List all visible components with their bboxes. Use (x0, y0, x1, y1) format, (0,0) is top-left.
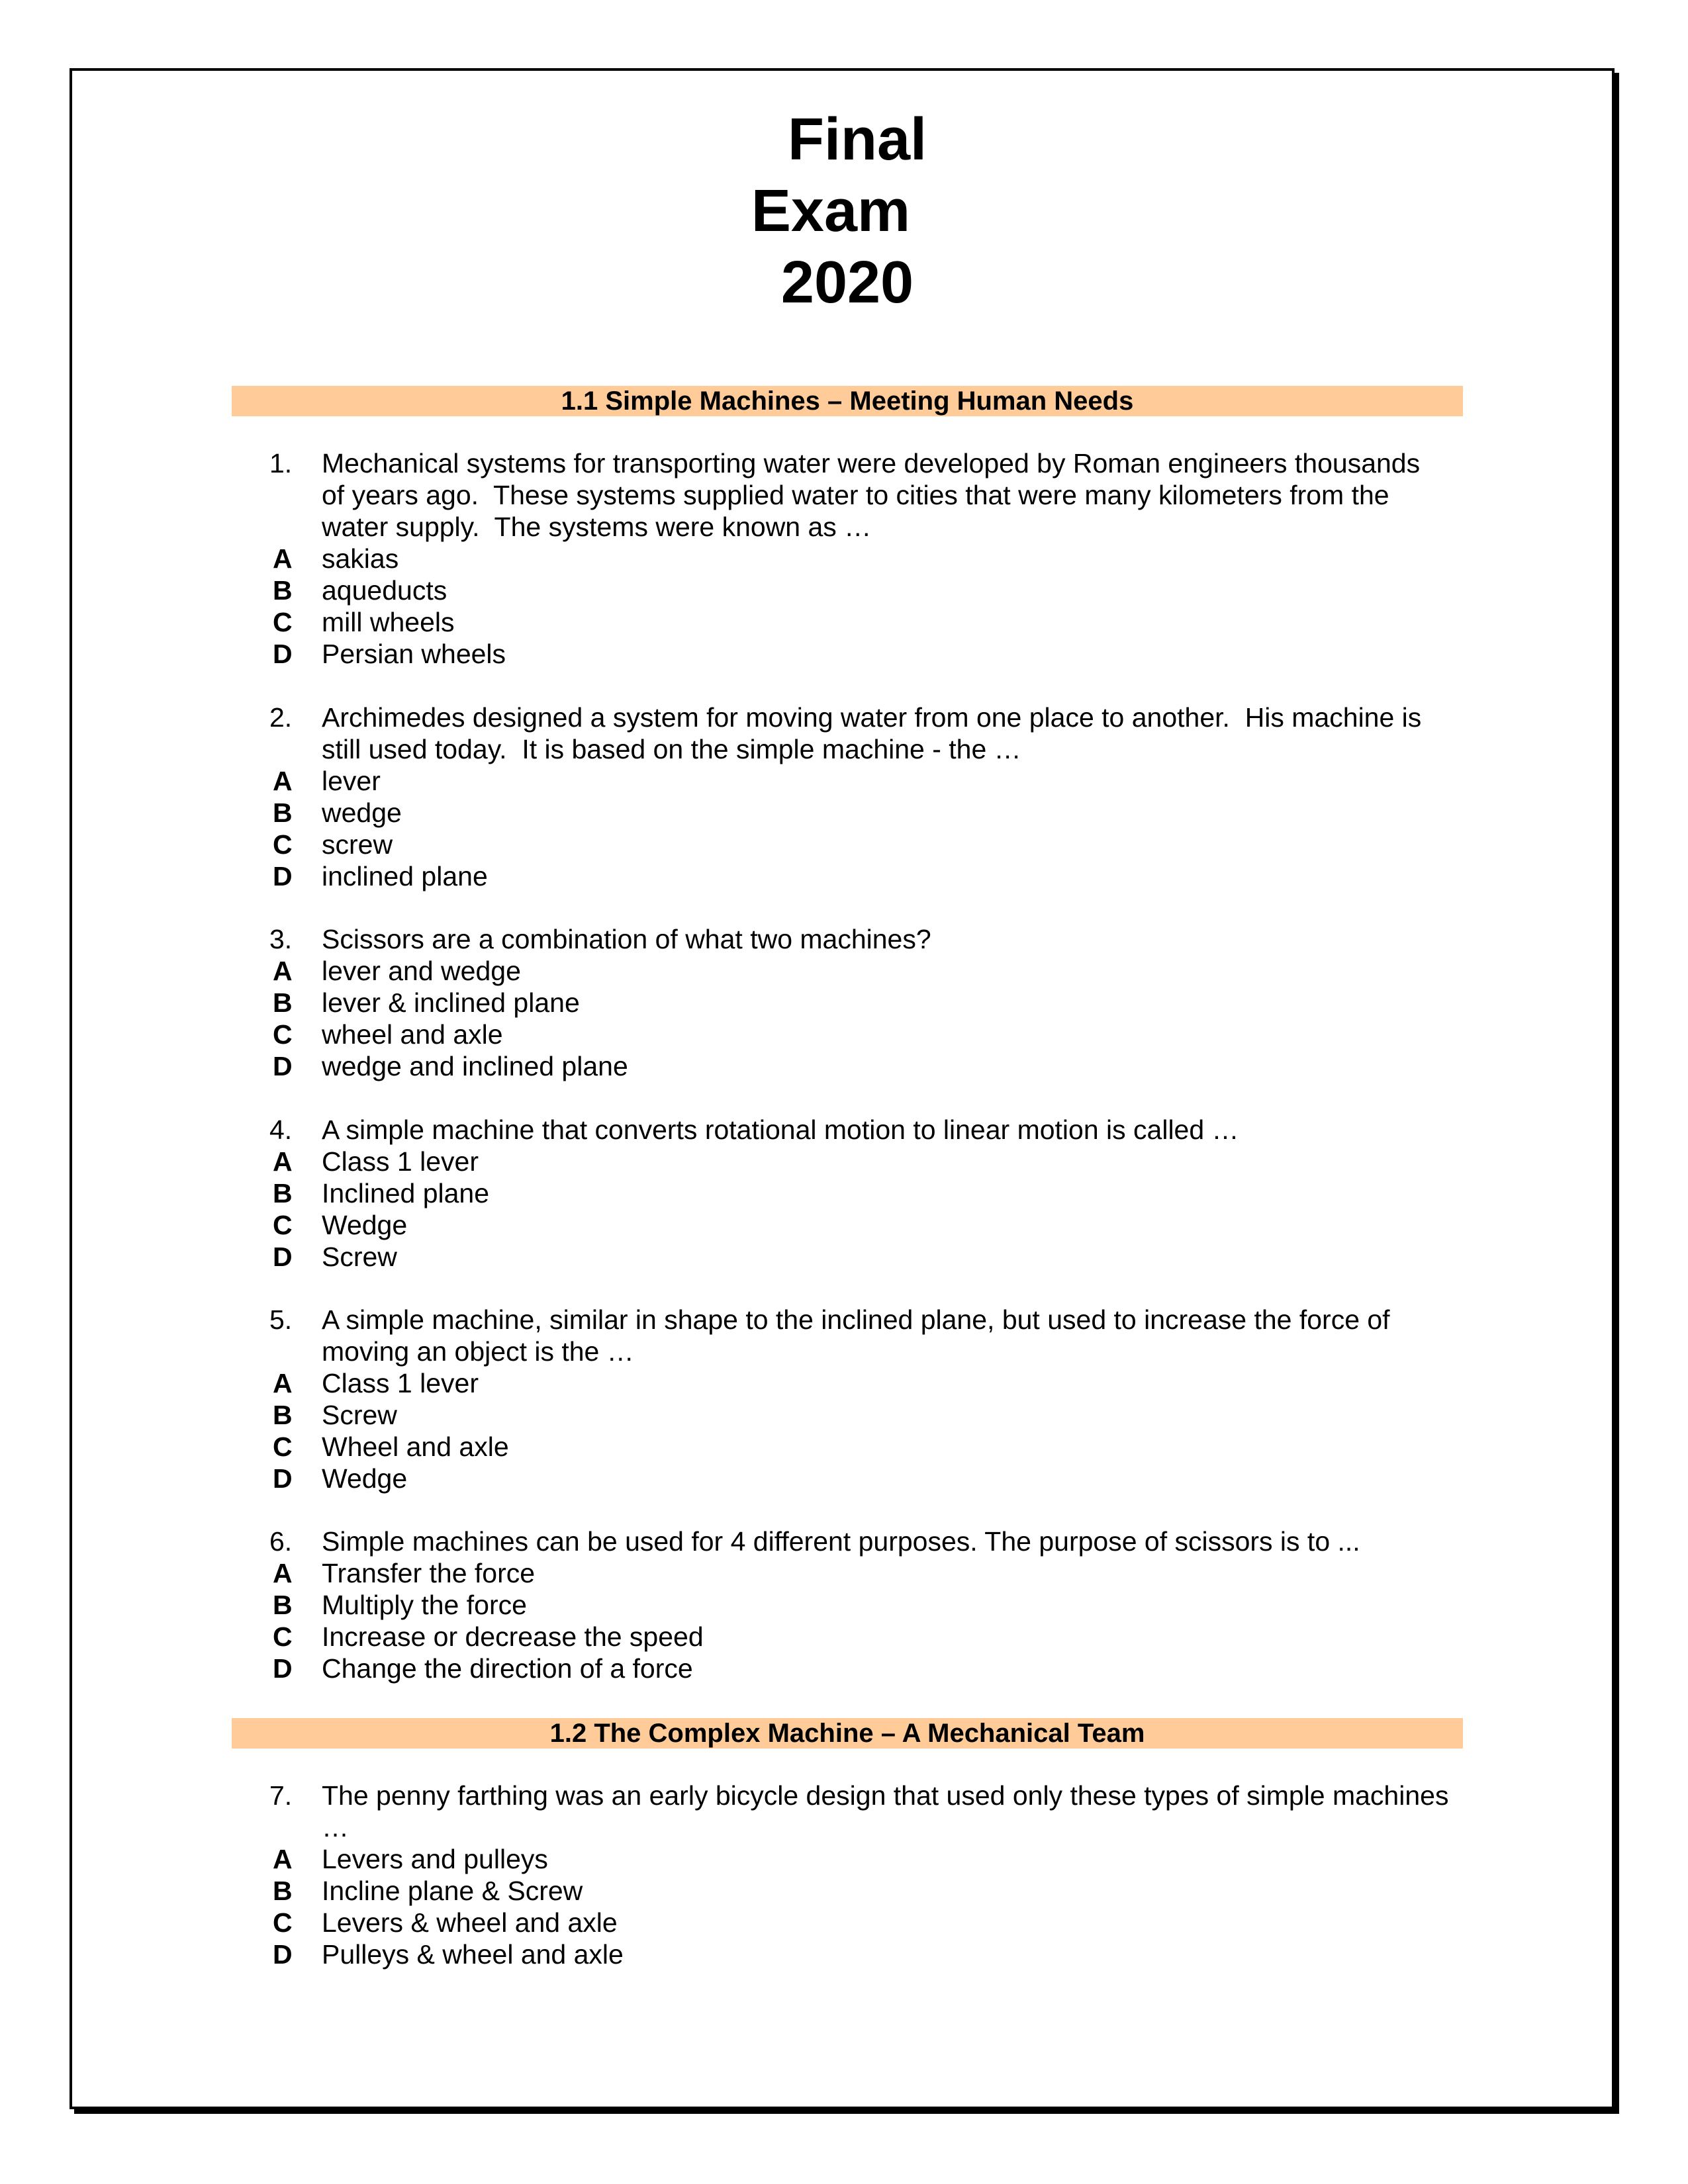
option-b[interactable] (258, 1399, 1450, 1431)
question-number: 5. (269, 1304, 293, 1335)
question-text: Archimedes designed a system for moving water from one place to another. His machine is still used today. It is based on the simple machine - the … (322, 702, 1422, 764)
option-letter: C (273, 829, 293, 860)
option-text: Screw (322, 1242, 397, 1272)
section-heading-1-1: 1.1 Simple Machines – Meeting Human Needs (232, 386, 1463, 416)
question-text: A simple machine, similar in shape to the inclined plane, but used to increase the force of moving an object is the … (322, 1304, 1390, 1367)
option-b[interactable] (258, 987, 1450, 1019)
option-letter: A (273, 1368, 293, 1398)
option-letter: D (273, 861, 293, 891)
option-letter: D (273, 639, 293, 669)
option-d[interactable] (258, 1241, 1450, 1273)
option-a[interactable] (258, 1367, 1450, 1399)
option-text: Class 1 lever (322, 1368, 479, 1398)
option-letter: D (273, 1242, 293, 1272)
option-c[interactable] (258, 829, 1450, 860)
option-text: screw (322, 829, 393, 860)
option-text: wheel and axle (322, 1019, 503, 1050)
option-text: Wedge (322, 1463, 408, 1494)
option-text: Persian wheels (322, 639, 506, 669)
option-text: mill wheels (322, 607, 455, 637)
option-letter: D (273, 1653, 293, 1684)
title-line-2: Exam (751, 178, 911, 244)
question-number: 4. (269, 1115, 293, 1145)
option-text: Class 1 lever (322, 1146, 479, 1177)
option-letter: B (273, 1400, 293, 1430)
option-text: inclined plane (322, 861, 488, 891)
option-letter: A (273, 1558, 293, 1588)
question-text: Mechanical systems for transporting water were developed by Roman engineers thousands of years ago. These systems supplied water to cities that were many kilometers from the water supply. The systems were known as … (322, 448, 1421, 542)
option-letter: A (273, 1146, 293, 1177)
option-text: wedge (322, 797, 402, 828)
question-5 (258, 1304, 1450, 1494)
option-letter: C (273, 1432, 293, 1462)
option-text: Levers & wheel and axle (322, 1907, 618, 1938)
option-d[interactable] (258, 1938, 1450, 1970)
option-c[interactable] (258, 1209, 1450, 1241)
option-text: Pulleys & wheel and axle (322, 1939, 624, 1970)
option-text: lever (322, 766, 381, 796)
option-text: Levers and pulleys (322, 1844, 548, 1874)
option-text: wedge and inclined plane (322, 1051, 628, 1081)
option-letter: C (273, 1210, 293, 1240)
option-a[interactable] (258, 1557, 1450, 1589)
question-4 (258, 1114, 1450, 1273)
option-letter: D (273, 1463, 293, 1494)
title-line-3: 2020 (780, 250, 914, 316)
option-a[interactable] (258, 1843, 1450, 1875)
option-a[interactable] (258, 543, 1450, 574)
option-c[interactable] (258, 1019, 1450, 1050)
option-c[interactable] (258, 1907, 1450, 1938)
option-text: Incline plane & Screw (322, 1876, 583, 1906)
question-number: 7. (269, 1780, 293, 1811)
option-text: Change the direction of a force (322, 1653, 693, 1684)
option-text: aqueducts (322, 575, 447, 606)
section-heading-1-2: 1.2 The Complex Machine – A Mechanical Team (232, 1718, 1463, 1749)
question-3 (258, 923, 1450, 1082)
option-d[interactable] (258, 1653, 1450, 1684)
option-c[interactable] (258, 606, 1450, 638)
option-letter: A (273, 956, 293, 986)
option-letter: B (273, 575, 293, 606)
option-b[interactable] (258, 1589, 1450, 1621)
option-text: Screw (322, 1400, 397, 1430)
question-number: 3. (269, 924, 293, 954)
option-letter: A (273, 766, 293, 796)
option-letter: D (273, 1051, 293, 1081)
option-letter: A (273, 543, 293, 574)
option-d[interactable] (258, 1463, 1450, 1494)
option-letter: D (273, 1939, 293, 1970)
question-number: 1. (269, 448, 293, 478)
option-c[interactable] (258, 1431, 1450, 1463)
option-letter: B (273, 797, 293, 828)
option-text: lever and wedge (322, 956, 521, 986)
option-d[interactable] (258, 638, 1450, 670)
option-a[interactable] (258, 765, 1450, 797)
question-number: 2. (269, 702, 293, 733)
option-letter: C (273, 1907, 293, 1938)
option-b[interactable] (258, 1177, 1450, 1209)
question-6 (258, 1525, 1450, 1684)
option-b[interactable] (258, 797, 1450, 829)
option-letter: B (273, 987, 293, 1018)
question-text: Simple machines can be used for 4 different purposes. The purpose of scissors is to ... (322, 1526, 1360, 1557)
option-c[interactable] (258, 1621, 1450, 1653)
option-b[interactable] (258, 574, 1450, 606)
option-text: Transfer the force (322, 1558, 536, 1588)
exam-title (0, 104, 1688, 318)
option-a[interactable] (258, 1146, 1450, 1177)
option-letter: B (273, 1590, 293, 1620)
option-letter: B (273, 1178, 293, 1208)
option-b[interactable] (258, 1875, 1450, 1907)
title-line-1: Final (787, 107, 927, 173)
option-letter: C (273, 1019, 293, 1050)
question-7 (258, 1780, 1450, 1970)
option-letter: B (273, 1876, 293, 1906)
option-text: Wedge (322, 1210, 408, 1240)
option-d[interactable] (258, 860, 1450, 892)
question-text: The penny farthing was an early bicycle design that used only these types of simple machines … (322, 1780, 1449, 1843)
question-text: Scissors are a combination of what two machines? (322, 924, 931, 954)
option-text: sakias (322, 543, 399, 574)
option-text: lever & inclined plane (322, 987, 580, 1018)
option-letter: C (273, 1621, 293, 1652)
option-letter: A (273, 1844, 293, 1874)
option-letter: C (273, 607, 293, 637)
question-1 (258, 447, 1450, 670)
option-d[interactable] (258, 1050, 1450, 1082)
question-number: 6. (269, 1526, 293, 1557)
question-text: A simple machine that converts rotational motion to linear motion is called … (322, 1115, 1239, 1145)
option-text: Wheel and axle (322, 1432, 509, 1462)
option-text: Multiply the force (322, 1590, 527, 1620)
question-2 (258, 702, 1450, 892)
option-a[interactable] (258, 955, 1450, 987)
option-text: Increase or decrease the speed (322, 1621, 704, 1652)
option-text: Inclined plane (322, 1178, 490, 1208)
